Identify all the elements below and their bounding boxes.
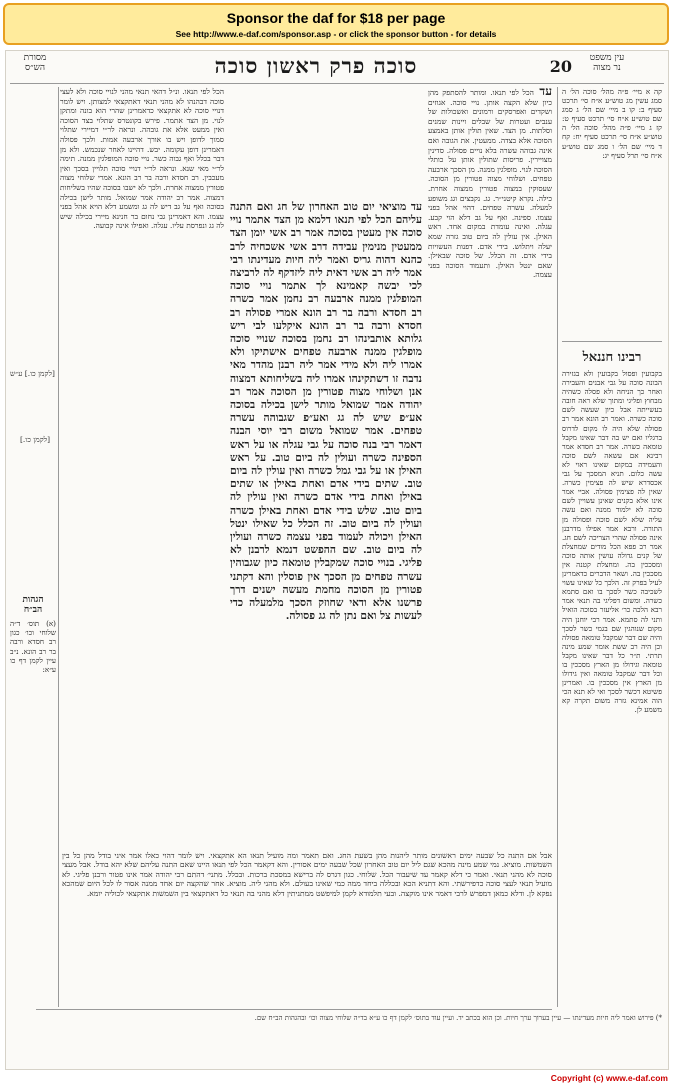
sponsor-banner-subtitle[interactable]: See http://www.e-daf.com/sponsor.asp - or click the sponsor button - for details [175,29,497,39]
mesoret-hashas-header: מסורת הש״ס [23,53,47,73]
page-number: 20 [549,57,572,76]
tosafot-text: הכל לפי תנאו. ונ״ל דהאי תנאי מהני לנויי סוכה ולא לעצי סוכה דבהנהו לא מהני תנאי דאתקצאי למצותן. ויש לומר דנויי סוכה לא אתקצאי כדאמרינן שהרי הוא בונה ומתקן לנוי. מן הצד אתמר. פירש בקונטרס שתלוי בצד הסוכה ואין ממעט אלא את גובהה. ונראה לר״י דמיירי שתלוי סמוך לדופן ויש בו אורך ארבעה אמות. ולכך פסולה דאמרינן דופן עקומה. יבש. דהיינו לאחר שנכמש. ולא מן דבר בכלל ואף גבוה כשר. נויי סוכה המופלגין ממנה. תימה לר״י מאי שנא. ונראה לר״י דנויי סוכה תלויין בסכך ואין מעכבין. רב חסדא ורבה בר רב הונא. אמרי שלוחי מצוה פטורין ממצוה אחרת. ולכך לא ישבו בסוכה שהיו בשליחות דמצוה. אמר רב יהודה אמר שמואל. מותר לישן בכילה בסוכה ואף על גב דיש לה גג ומשמע דלא הויא אהל בפני עצמו. והא דאמרינן גבי נחום בר חנינא מיירי בכילה שיש לה גג ונפרסת עליו. עגלה. ואפילו אינה קבועה. [60,87,224,231]
mesoret-ref-1: [לקמן כו.] ע״ש [10,369,55,378]
ein-mishpat-column [562,87,662,337]
gemara-column [230,201,422,846]
rabbeinu-chananel-title: רבינו חננאל [582,350,642,365]
rashi-body: הכל לפי תנאו. ומותר להסתפק מהן כיון שלא הקצה אותן. נויי סוכה. אגוזים ושקדים ואפרסקים ורמונים ואשכולות של ענבים ועטרות של שבלים ויינות שמנים וסלתות. מן הצד. שאין תולין אותן באמצע הסוכה אלא בצדה. ממעטין. את הגובה ואם אינה גבוהה עשרה בלא נויים פסולה. סדינין מצויירין. פריסות שתולין אותן על כותלי הסוכה לנוי. מופלגין ממנה. מן הסכך ארבעה טפחים. ושלוחי מצוה פטורין מן הסוכה. שעסוקין במצוה פטורין ממצוה אחרת. כילה. נקרא קיטני״ר. גג. נקבצים וגג משופע למעלה. עשרה טפחים. דהוי אהל בפני עצמו. ספינה. ואף על גב דלא הוי קבע. עגלה. ואינה עומדת במקום אחד. ראש האילן. אין עולין לה ביום טוב גזרה שמא יעלה ויתלוש. בידי אדם. דפנות העשויות בידי אדם. זה הכלל. של סוכה שבאילן. שאם ינטל האילן. ותעמוד הסוכה בפני עצמה. [428,88,552,280]
footnote: *) פירוש ואמר ליה חיות מעדינתו — עיין בערוך ערך חיות. וכן הוא בכתב יד. ועיין עוד בתוס׳ לקמן דף כו ע״א בד״ה שלוחי מצוה וכו׳ ובהגהות הב״ח שם. [254,1014,662,1022]
hagahot-text: (א) תוס׳ ד״ה שלוחי וכו׳ כגון רב חסדא ורבה בר רב הונא. נ״ב עיין לקמן דף כו ע״א: [10,619,56,675]
talmud-page [5,50,669,1070]
mesoret-ref-2: [לקמן כו.] [20,435,51,444]
footnote-rule [36,1009,552,1010]
gemara-text: עד מוציאי יום טוב האחרון של חג ואם התנה עליהם הכל לפי תנאו דלמא מן הצד אתמר נויי סוכה אין מעטין בסוכה אמר רב אשי יומן הצד ממעטין מנימין עבידה דרב אשי אשכחיה לרב כהנא דהוה גריס ואמר ליה חיות מעדינתו רבי אמר ליה רב אשי דאית ליה ליזדקף לה לרביצה לכי יבשה קאמינא לך אתמר נויי סוכה המופלגין ממנה ארבעה רב נחמן אמר כשרה רב חסדא ורבה בר רב הונא אמרי פסולה רב חסדא ורבה בר רב הונא איקלעו לבי ריש גלותא אותבינהו רב נחמן בסוכה שנויי סוכה מופלגין ממנה ארבעה טפחים אישתיקו ולא אמרו ליה ולא מידי אמר ליה רבנן מהדר מאי נדבה זו דשתקינהו אמרו ליה בשליחותא דמצוה אנן ושלוחי מצוה פטורין מן הסוכה אמר רב יהודה אמר שמואל מותר לישן בכילה בסוכה אע״פ שיש לה גג ואע״פ שגבוהה עשרה טפחים. אמר שמואל משום רבי יוסי הבנה דאמר רבי בנה סוכה על גבי עגלה או על ראש הספינה כשרה ועולין לה ביום טוב. על ראש האילן או על גבי גמל כשרה ואין עולין לה ביום טוב. שתים בידי אדם ואחת באילן או שתים באילן ואחת בידי אדם כשרה ואין עולין לה ביום טוב. שלש בידי אדם ואחת באילן כשרה ועולין לה ביום טוב. זה הכלל כל שאילו ינטל האילן ויכולה לעמוד בפני עצמה כשרה ועולין לה ביום טוב. שם ההפשט דנמא לרבנן לא פליגי. בנויי סוכה שמקבלין טומאה כיון שגבוהין עשרה טפחים מן הסכך אין פוסלין והא דקתני פטורין מן הסוכה מחמת מעשה ישנים דרך פרשנו אלא ודאי שחוזק הסכך מלמעלה כדי לעשות צל ואם נתן לה גג פסולה. [230,201,422,623]
page-header [6,51,668,83]
rabbeinu-chananel-column [562,345,662,1005]
rashi-text [428,87,552,280]
ein-mishpat-header: עין משפט נר מצוה [589,53,625,73]
bottom-commentary [62,851,552,1009]
left-margin-rule [58,87,59,1007]
right-margin-rule [557,87,558,1007]
running-title: סוכה פרק ראשון סוכה [214,53,418,78]
sponsor-banner[interactable] [3,3,669,45]
sponsor-banner-title[interactable]: Sponsor the daf for $18 per page [226,10,446,26]
ein-mishpat-text: קה א מיי׳ פ״ה מהל׳ סוכה הל׳ ה סמג עשין מג טוש״ע א״ח סי׳ תרכט סעיף ב: קו ב מיי׳ שם הל׳ ג סמג שם טוש״ע א״ח סי׳ תרכט סעיף ט: קז ג מיי׳ פ״ה מהל׳ סוכה הל׳ ה טוש״ע א״ח סי׳ תרכט סעיף יח: קח ד מיי׳ שם הל׳ ו סמג שם טוש״ע א״ח סי׳ תרל סעיף יג: [562,87,662,160]
rashi-column [428,87,552,847]
chananel-top-rule [562,341,662,342]
hagahot-column [10,589,56,709]
hagahot-title: הגהות הב״ח [22,595,44,615]
header-rule [10,83,664,84]
bottom-commentary-text: אבל אם התנה כל שבעה ימים ראשונים מותר ליהנות מהן בשעת החג. ואם תאמר ומה מועיל תנאו הא אתקצאי. ויש לומר דהוי כאלו אמר איני בודל מהן כל בין השמשות. מוציא. נמי שמע מינה מהכא שגם ליל יום טוב האחרון שכל שבעה ימים אסורין. והא דקאמר הכל לפי תנאו היינו שאם התנה עליהם שלא יהא בודל. אבל מעצי סוכה לא מהני תנאי. ואמר כי דלא קאמר עד שיעבור הכל. שלוחי. כגון דגרס לה ברישא במסכת ברכות. ובכלל. מתני׳ דהתם רבי יהודה אמר אינו פטור ורבנן פליגי. לא מועיל תנאי לעצי סוכה כדפירשתי. והא דתניא הכא ובכללה ביחד ממה כמי שאינו בעולם. ולא מהני ליה. מוציא. אחר שהקצה יום אחד ממנה אסור לו לכל היום שמהכא נפקא לן. ודלא כמאן דמפרש לרבי דאמר אינו מוקצה. ובעי תלמודא לקמן למיפשט ממתניתין דלא מהני בה תנאי כל דאתקצאי בין השמשות אתקצאי לכוליה יומא. [62,851,552,898]
rabbeinu-chananel-text: בקבועין ופסול בקבועין ולא בגזירה הבונה סוכה על גבי אבנים והעבירה ואחר כך הניחה ולא פסלה כשהיה מבחוץ ופליגי ומתוך שלא ראה חובה בעשייתה אבל כיון שעשה לשם סוכה כשרה. ואמר רב הונא אמר רב פסולה שלא היה לו מקום לדרוס ברגליו ואם יש בה דבר שאינו מקבל טומאה כשרה. אמר רב חסדא אמר רבינא אם עשאה לשם סוכה והעמידה במקום שאינו ראוי לא עשה כלום. תניא המסכך על גבי אכסדרא שיש לה פצימין כשרה. שאין לה פצימין פסולה. אביי אמר אינו אלא בקנים שאינן עשויין לשם סוכה לא ילמוד ממנה ואם עשה עליה שלא לשם סוכה ופסולה מן התורה. ורבא אמר אפילו מדרבנן אינה פסולה שהרי הצריכה לשם חג. אמר רב פפא הכל מודים שמחצלת של קנים גדולה עושין אותה סוכה ומסככין בה. ומחצלת קטנה אין מסככין בה. ושאר הדברים כדאמרינן לעיל בפרק זה. הלכך כל שאינו עשוי לשכיבה כשר לסכך בו ואם סתמא כשרה. ומשום דפליגי בה תנאי אמר רבא הלכה כר׳ אליעזר בסוכה הואיל ותני לה סתמא. אמר רבי יוחנן היה מקום שנוהגין שם בגמי כשר לסכך והיה שם דבר שמקבל טומאה פסולה וכן היה רב ששת אומר שמע מינה תרתי. ת״ר כל דבר שאינו מקבל טומאה וגידולו מן הארץ מסככין בו וכל דבר שמקבל טומאה ואין גידולו מן הארץ אין מסככין בו. ואמרינן פשיטא דכשר לסכך ואי לא תנא הכי הוה אמינא גזרה משום תקרה קא משמע לן. [562,369,662,715]
copyright-notice[interactable]: Copyright (c) www.e-daf.com [550,1073,668,1083]
rashi-opening-word: עד [533,87,552,98]
tosafot-column [60,87,224,847]
